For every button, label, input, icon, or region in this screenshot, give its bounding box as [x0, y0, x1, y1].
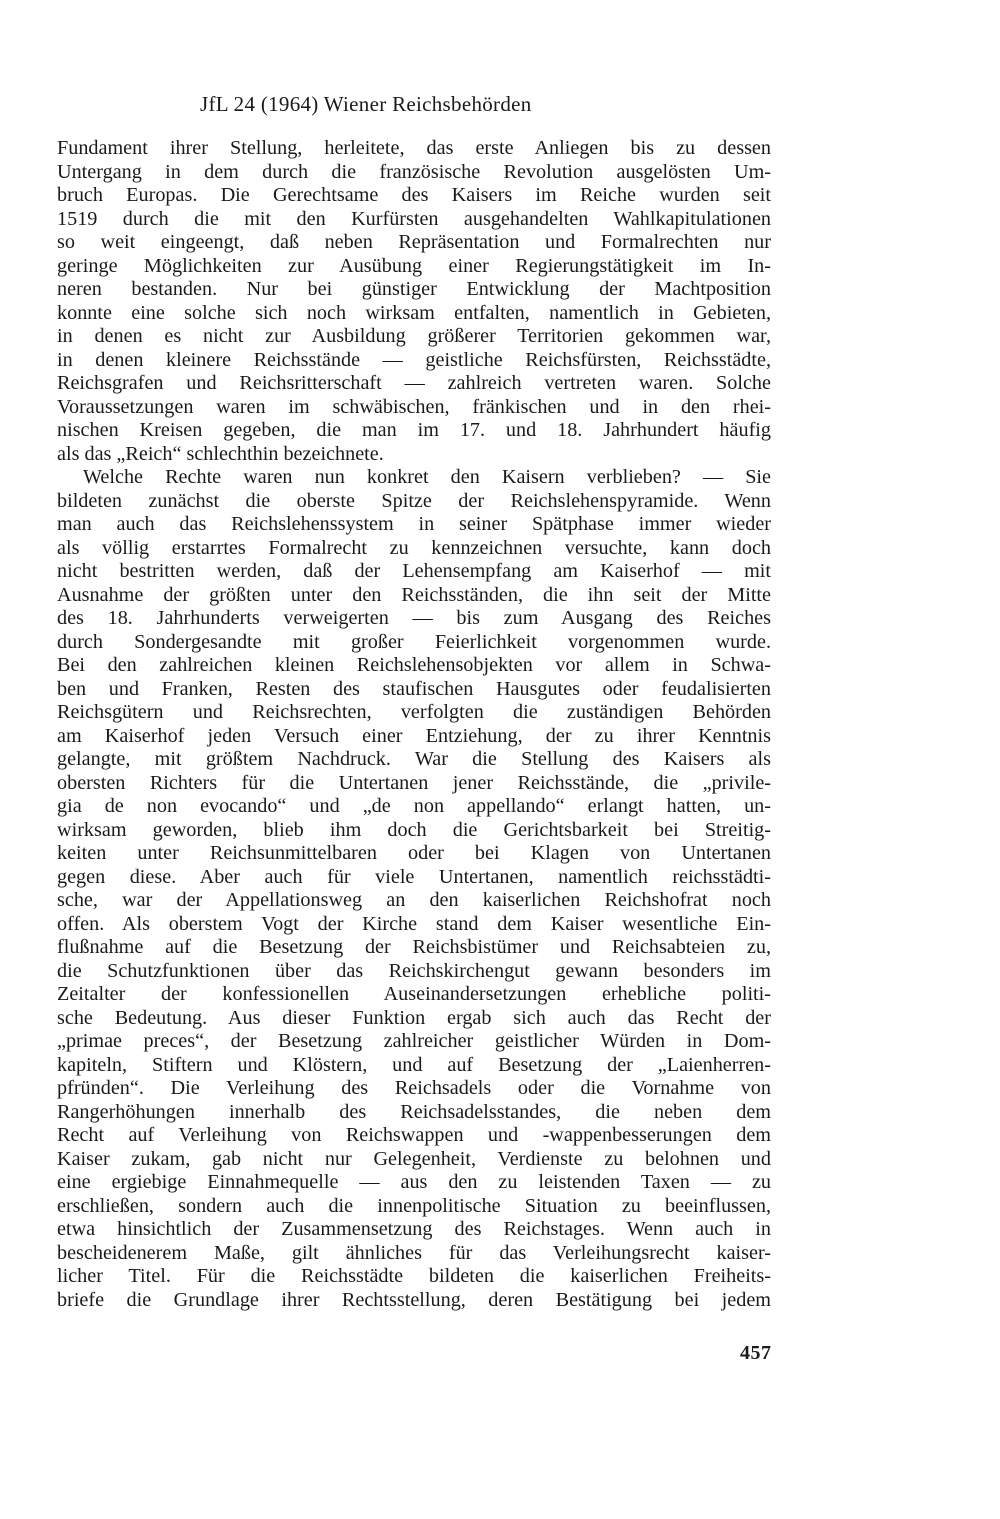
paragraph-end-line: als das „Reich“ schlechthin bezeichnete. — [57, 442, 384, 465]
text-line: am Kaiserhof jeden Versuch einer Entziehung, der zu ihrer Kenntnis — [57, 724, 771, 747]
text-line: neren bestanden. Nur bei günstiger Entwicklung der Machtposition — [57, 278, 771, 300]
text-line: bildeten zunächst die oberste Spitze der Reichslehenspyramide. Wenn — [57, 489, 771, 512]
text-line: offen. Als oberstem Vogt der Kirche stand dem Kaiser wesentliche Ein- — [57, 912, 771, 935]
text-line: licher Titel. Für die Reichsstädte bildeten die kaiserlichen Freiheits- — [57, 1265, 771, 1287]
text-line: gegen diese. Aber auch für viele Untertanen, namentlich reichsstädti- — [57, 865, 771, 888]
text-line: sche, war der Appellationsweg an den kaiserlichen Reichshofrat noch — [57, 889, 771, 911]
text-line: Zeitalter der konfessionellen Auseinandersetzungen erhebliche politi- — [57, 983, 771, 1005]
text-line: Reichsgrafen und Reichsritterschaft — zahlreich vertreten waren. Solche — [57, 372, 771, 394]
text-line: 1519 durch die mit den Kurfürsten ausgehandelten Wahlkapitulationen — [57, 207, 771, 230]
text-line: Rangerhöhungen innerhalb des Reichsadelsstandes, die neben dem — [57, 1100, 771, 1123]
text-line: briefe die Grundlage ihrer Rechtsstellung, deren Bestätigung bei jedem — [57, 1288, 771, 1311]
text-line: bruch Europas. Die Gerechtsame des Kaisers im Reiche wurden seit — [57, 184, 771, 206]
paragraph-start-line: Welche Rechte waren nun konkret den Kaisern verblieben? — Sie — [83, 466, 771, 488]
text-line: eine ergiebige Einnahmequelle — aus den zu leistenden Taxen — zu — [57, 1171, 771, 1193]
text-line: pfründen“. Die Verleihung des Reichsadels oder die Vornahme von — [57, 1077, 771, 1099]
text-line: flußnahme auf die Besetzung der Reichsbistümer und Reichsabteien zu, — [57, 936, 771, 958]
text-line: Recht auf Verleihung von Reichswappen und -wappenbesserungen dem — [57, 1124, 771, 1146]
text-line: ben und Franken, Resten des staufischen Hausgutes oder feudalisierten — [57, 677, 771, 700]
text-line: durch Sondergesandte mit großer Feierlichkeit vorgenommen wurde. — [57, 630, 771, 653]
text-line: in denen es nicht zur Ausbildung größerer Territorien gekommen war, — [57, 325, 771, 347]
text-line: die Schutzfunktionen über das Reichskirchengut gewann besonders im — [57, 959, 771, 982]
text-line: Kaiser zukam, gab nicht nur Gelegenheit, Verdienste zu belohnen und — [57, 1147, 771, 1170]
running-head: JfL 24 (1964) Wiener Reichsbehörden — [200, 92, 532, 116]
text-line: nicht bestritten werden, daß der Lehensempfang am Kaiserhof — mit — [57, 560, 771, 582]
text-line: in denen kleinere Reichsstände — geistliche Reichsfürsten, Reichsstädte, — [57, 348, 771, 371]
body-text — [57, 137, 771, 1312]
text-line: konnte eine solche sich noch wirksam entfalten, namentlich in Gebieten, — [57, 301, 771, 324]
text-line: gelangte, mit größtem Nachdruck. War die Stellung des Kaisers als — [57, 748, 771, 770]
text-line: man auch das Reichslehenssystem in seiner Spätphase immer wieder — [57, 513, 771, 535]
text-line: Bei den zahlreichen kleinen Reichslehensobjekten vor allem in Schwa- — [57, 654, 771, 676]
text-line: geringe Möglichkeiten zur Ausübung einer Regierungstätigkeit im In- — [57, 254, 771, 277]
text-line: Voraussetzungen waren im schwäbischen, fränkischen und in den rhei- — [57, 395, 771, 418]
text-line: obersten Richters für die Untertanen jener Reichsstände, die „privile- — [57, 771, 771, 794]
text-line: des 18. Jahrhunderts verweigerten — bis zum Ausgang des Reiches — [57, 607, 771, 629]
page-number: 457 — [740, 1342, 772, 1364]
text-line: kapiteln, Stiftern und Klöstern, und auf Besetzung der „Laienherren- — [57, 1053, 771, 1076]
text-line: nischen Kreisen gegeben, die man im 17. und 18. Jahrhundert häufig — [57, 419, 771, 441]
text-line: keiten unter Reichsunmittelbaren oder bei Klagen von Untertanen — [57, 842, 771, 864]
text-line: etwa hinsichtlich der Zusammensetzung des Reichstages. Wenn auch in — [57, 1218, 771, 1240]
text-line: Untergang in dem durch die französische Revolution ausgelösten Um- — [57, 160, 771, 183]
text-line: Ausnahme der größten unter den Reichsständen, die ihn seit der Mitte — [57, 583, 771, 606]
text-line: als völlig erstarrtes Formalrecht zu kennzeichnen versuchte, kann doch — [57, 536, 771, 559]
text-line: sche Bedeutung. Aus dieser Funktion ergab sich auch das Recht der — [57, 1006, 771, 1029]
text-line: „primae preces“, der Besetzung zahlreicher geistlicher Würden in Dom- — [57, 1030, 771, 1052]
text-line: bescheidenerem Maße, gilt ähnliches für das Verleihungsrecht kaiser- — [57, 1241, 771, 1264]
text-line: gia de non evocando“ und „de non appellando“ erlangt hatten, un- — [57, 795, 771, 817]
text-line: Reichsgütern und Reichsrechten, verfolgten die zuständigen Behörden — [57, 701, 771, 723]
text-line: Fundament ihrer Stellung, herleitete, das erste Anliegen bis zu dessen — [57, 137, 771, 159]
text-line: wirksam geworden, blieb ihm doch die Gerichtsbarkeit bei Streitig- — [57, 818, 771, 841]
text-line: erschließen, sondern auch die innenpolitische Situation zu beeinflussen, — [57, 1194, 771, 1217]
text-line: so weit eingeengt, daß neben Repräsentation und Formalrechten nur — [57, 231, 771, 253]
